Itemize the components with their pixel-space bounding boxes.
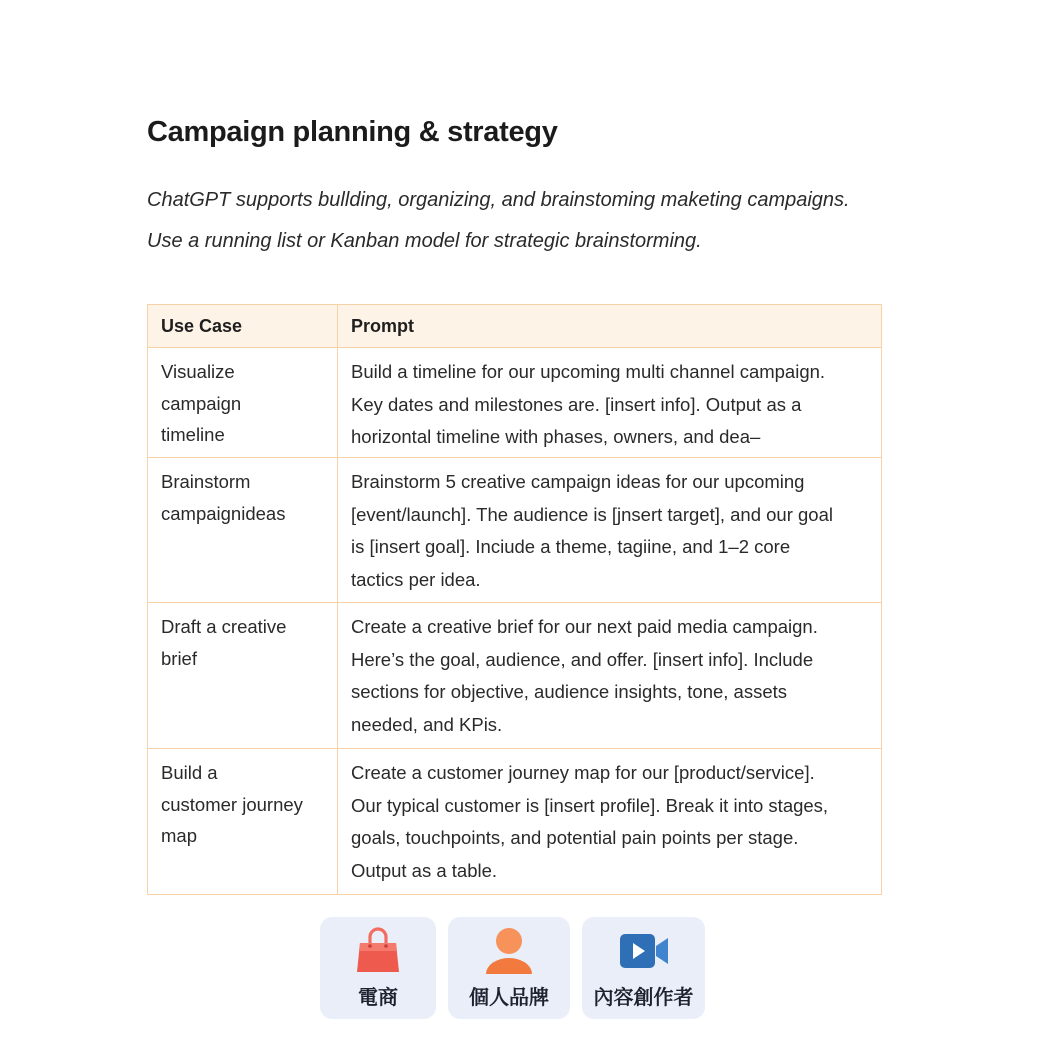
prompt-line: Create a creative brief for our next paid media campaign. — [351, 616, 818, 637]
use-case-cell — [148, 749, 338, 895]
intro-line-1: ChatGPT supports bullding, organizing, and brainstoming maketing campaigns. — [147, 189, 850, 211]
prompt-line: [event/launch]. The audience is [jnsert target], and our goal — [351, 503, 833, 525]
prompt-cell — [338, 749, 882, 895]
use-case-line: Visualize — [161, 361, 235, 382]
header-use-case: Use Case — [148, 305, 338, 348]
tag-label: 內容創作者 — [593, 985, 694, 1009]
prompt-line: goals, touchpoints, and potential pain points per stage. — [351, 827, 799, 848]
prompt-cell — [338, 458, 882, 603]
prompt-line: sections for objective, audience insights, tone, assets — [351, 681, 788, 702]
tag-content-creator[interactable] — [582, 917, 705, 1019]
use-case-line: Build a — [161, 762, 218, 783]
use-case-line: campaignideas — [161, 502, 286, 524]
use-case-cell — [148, 348, 338, 458]
tag-label: 個人品牌 — [469, 985, 549, 1009]
use-case-line: customer journey — [161, 793, 303, 815]
prompt-line: is [insert goal]. Inciude a theme, tagiine, and 1–2 core — [351, 536, 791, 557]
category-tags — [320, 917, 705, 1019]
prompt-table — [147, 304, 882, 895]
page-title: Campaign planning & strategy — [147, 116, 558, 148]
table-row — [148, 603, 882, 749]
tag-personal-brand[interactable] — [448, 917, 570, 1019]
table-row — [148, 749, 882, 895]
prompt-line: Brainstorm 5 creative campaign ideas for our upcoming — [351, 471, 805, 492]
prompt-line: needed, and KPis. — [351, 713, 503, 735]
prompt-line: Here’s the goal, audience, and offer. [insert info]. Include — [351, 648, 814, 670]
shopping-bag-icon — [353, 927, 403, 975]
use-case-cell — [148, 458, 338, 603]
prompt-line: horizontal timeline with phases, owners, and dea– — [351, 426, 761, 447]
person-icon — [484, 927, 534, 975]
use-case-cell — [148, 603, 338, 749]
intro-line-2: Use a running list or Kanban model for strategic brainstorming. — [147, 230, 702, 252]
header-prompt: Prompt — [338, 305, 882, 348]
intro-text — [147, 180, 927, 262]
table-row — [148, 458, 882, 603]
tag-ecommerce[interactable] — [320, 917, 436, 1019]
use-case-line: Brainstorm — [161, 471, 251, 492]
use-case-line: brief — [161, 647, 197, 669]
table-row — [148, 348, 882, 458]
prompt-line: Create a customer journey map for our [product/service]. — [351, 762, 815, 783]
prompt-line: tactics per idea. — [351, 568, 481, 590]
use-case-line: campaign — [161, 392, 242, 414]
use-case-line: timeline — [161, 424, 225, 445]
prompt-line: Build a timeline for our upcoming multi channel campaign. — [351, 361, 826, 382]
prompt-line: Our typical customer is [insert profile]. Break it into stages, — [351, 794, 829, 816]
prompt-cell — [338, 348, 882, 458]
prompt-line: Key dates and milestones are. [insert info]. Output as a — [351, 393, 802, 415]
tag-label: 電商 — [358, 985, 398, 1009]
table-header-row — [148, 305, 882, 348]
use-case-line: Draft a creative — [161, 616, 287, 637]
video-camera-icon — [619, 927, 669, 975]
prompt-cell — [338, 603, 882, 749]
prompt-line: Output as a table. — [351, 859, 498, 881]
use-case-line: map — [161, 825, 197, 846]
